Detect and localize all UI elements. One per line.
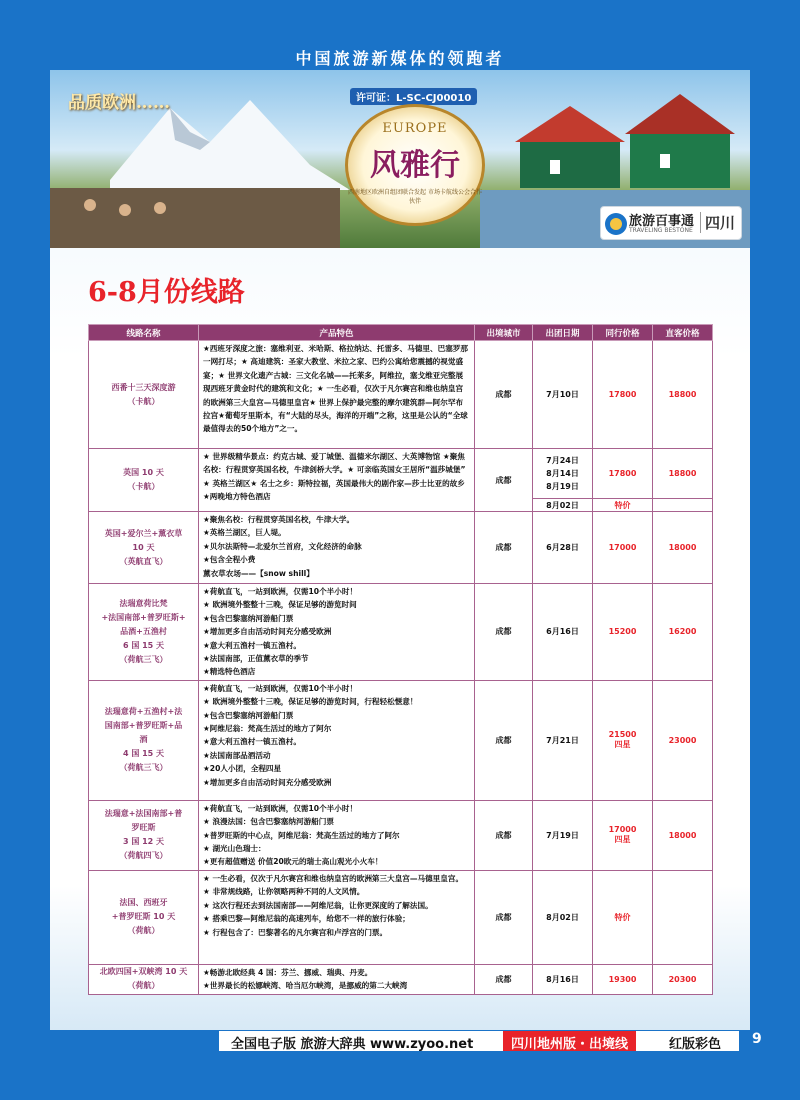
emblem-subtitle: 西南地区欧洲自组团联合发起 市场卡航线公会合作伙伴 — [348, 189, 482, 205]
route-name: 法国、西班牙 +普罗旺斯 10 天 （荷航） — [89, 870, 199, 964]
emblem-english: EUROPE — [382, 121, 448, 136]
column-header: 直客价格 — [653, 325, 713, 341]
table-row — [89, 512, 713, 584]
brand-logo — [600, 206, 742, 240]
departure-date: 6月28日 — [533, 512, 593, 584]
table-row — [89, 870, 713, 964]
departure-city: 成都 — [475, 449, 533, 512]
direct-price: 18000 — [653, 800, 713, 870]
route-name: 北欧四国+双峡湾 10 天 （荷航） — [89, 964, 199, 994]
direct-price: 20300 — [653, 964, 713, 994]
route-name: 西番十三天深度游 （卡航） — [89, 341, 199, 449]
banner — [50, 70, 750, 248]
trade-price: 17800 — [593, 341, 653, 449]
departure-city: 成都 — [475, 584, 533, 681]
brand-name: 旅游百事通 — [629, 214, 695, 229]
brand-logo-icon — [604, 212, 628, 236]
route-features: ★荷航直飞，一站到欧洲，仅需10个半小时！ ★ 欧洲境外整整十三晚，保证足够的游览时间，行程轻松惬意！ ★包含巴黎塞纳河游船门票 ★阿维尼翁：梵高生活过的地方了阿尔 ★意大利五渔村一镇五渔村。 ★法国南部品酒活动 ★20人小团，全程四星 ★增加更多自由活动时间充分感受欧洲 — [199, 680, 475, 800]
route-name: 英国 10 天 （卡航） — [89, 449, 199, 512]
license-badge: 许可证：L-SC-CJ00010 — [350, 88, 477, 105]
route-features: ★ 一生必看，仅次于凡尔赛宫和维也纳皇宫的欧洲第三大皇宫—马德里皇宫。 ★ 非常规线路，让你领略两种不同的人文风情。 ★ 这次行程还去到法国南部——阿维尼翁，让你更深度的了解法国。 ★ 搭乘巴黎—阿维尼翁的高速列车，给您不一样的旅行体验； ★ 行程包含了：巴黎著名的凡尔赛宫和卢浮宫的门票。 — [199, 870, 475, 964]
departure-city: 成都 — [475, 680, 533, 800]
route-name: 法瑞意+法国南部+普 罗旺斯 3 国 12 天 （荷航四飞） — [89, 800, 199, 870]
departure-dates: 7月24日 8月14日 8月19日 — [533, 449, 593, 499]
mountain-icon — [110, 100, 350, 190]
route-features: ★ 世界级精华景点：约克古城、爱丁城堡、温德米尔湖区、大英博物馆 ★聚焦名校：行程贯穿英国名校，牛津剑桥大学。★ 可亲临英国女王居所“温莎城堡” ★ 英格兰湖区★ 名士之乡：斯特拉福，英国最伟大的剧作家—莎士比亚的故乡★两晚地方特色酒店 — [199, 449, 475, 512]
page-number: 9 — [752, 1031, 762, 1047]
footer-bar — [218, 1030, 740, 1052]
departure-date: 8月16日 — [533, 964, 593, 994]
column-header: 出团日期 — [533, 325, 593, 341]
footer-color-note: 红版彩色 — [669, 1037, 722, 1052]
direct-price: 18800 — [653, 449, 713, 499]
trade-price: 21500 四星 — [593, 680, 653, 800]
trade-price-special: 特价 — [593, 499, 653, 512]
trade-price: 17800 — [593, 449, 653, 499]
brand-name-en: TRAVELING BESTONE — [629, 227, 693, 234]
route-features: ★畅游北欧经典 4 国：芬兰、挪威、瑞典、丹麦。 ★世界最长的松娜峡湾、哈当厄尔峡湾，是挪威的第二大峡湾 — [199, 964, 475, 994]
header-tagline: 中国旅游新媒体的领跑者 — [295, 49, 505, 68]
page-title: 6-8月份线路 — [88, 277, 245, 308]
departure-date: 7月10日 — [533, 341, 593, 449]
departure-date: 7月19日 — [533, 800, 593, 870]
brand-region: 四川 — [700, 212, 735, 233]
route-features: ★荷航直飞，一站到欧洲，仅需10个半小时！ ★ 欧洲境外整整十三晚，保证足够的游览时间 ★包含巴黎塞纳河游船门票 ★增加更多自由活动时间充分感受欧洲 ★意大利五渔村一镇五渔村。 ★法国南部，正值薰衣草的季节 ★精选特色酒店 — [199, 584, 475, 681]
banner-title: 品质欧洲…… — [68, 93, 170, 113]
route-features: ★荷航直飞，一站到欧洲，仅需10个半小时！ ★ 浪漫法国：包含巴黎塞纳河游船门票 ★普罗旺斯的中心点，阿维尼翁：梵高生活过的地方了阿尔 ★ 湖光山色瑞士： ★更有超值赠送 价值20欧元的瑞士高山观光小火车！ — [199, 800, 475, 870]
direct-price: 16200 — [653, 584, 713, 681]
trade-price: 17000 四星 — [593, 800, 653, 870]
direct-price: 18000 — [653, 512, 713, 584]
table-row — [89, 800, 713, 870]
route-name: 法瑞意荷+五渔村+法 国南部+普罗旺斯+品 酒 4 国 15 天 （荷航三飞） — [89, 680, 199, 800]
departure-city: 成都 — [475, 512, 533, 584]
route-name: 英国+爱尔兰+薰衣草 10 天 （英航直飞） — [89, 512, 199, 584]
table-row — [89, 449, 713, 499]
footer-edition-badge: 四川地州版・出境线 — [503, 1031, 636, 1051]
europe-emblem — [345, 104, 485, 226]
route-name: 法瑞意荷比梵 +法国南部+普罗旺斯+ 品酒+五渔村 6 国 15 天 （荷航三飞） — [89, 584, 199, 681]
emblem-chinese: 风雅行 — [370, 148, 460, 183]
route-features: ★聚焦名校：行程贯穿英国名校，牛津大学。 ★英格兰湖区，巨人堤。 ★贝尔法斯特—北爱尔兰首府，文化经济的命脉 ★包含全程小费 薰衣草农场——【snow shill】 — [199, 512, 475, 584]
table-row — [89, 341, 713, 449]
column-header: 出境城市 — [475, 325, 533, 341]
table-row — [89, 680, 713, 800]
table-row — [89, 584, 713, 681]
direct-price — [653, 499, 713, 512]
departure-city: 成都 — [475, 870, 533, 964]
departure-city: 成都 — [475, 341, 533, 449]
trade-price-special: 特价 — [593, 870, 653, 964]
departure-city: 成都 — [475, 800, 533, 870]
direct-price — [653, 870, 713, 964]
departure-city: 成都 — [475, 964, 533, 994]
routes-table — [88, 324, 713, 995]
column-header: 同行价格 — [593, 325, 653, 341]
departure-date: 8月02日 — [533, 870, 593, 964]
route-features: ★西班牙深度之旅：塞维利亚、米哈斯、格拉纳达、托雷多、马德里、巴塞罗那一网打尽；★ 高迪建筑：圣家大教堂、米拉之家、巴约公寓给您震撼的视觉盛宴；★ 世界文化遗产古城：三文化名城——托莱多，阿维拉，塞戈维亚完整展现西班牙黄金时代的建筑和文化；★ 一生必看，仅次于凡尔赛宫和维也纳皇宫的欧洲第三大皇宫—马德里皇宫★ 世界上保护最完整的摩尔建筑群—阿尔罕布拉宫★葡萄牙里斯本，有“大陆的尽头，海洋的开端”之称，这里是公认的“全球最值得去的50个地方”之一。 — [199, 341, 475, 449]
departure-date: 7月21日 — [533, 680, 593, 800]
table-row — [89, 964, 713, 994]
direct-price: 18800 — [653, 341, 713, 449]
column-header: 线路名称 — [89, 325, 199, 341]
direct-price: 23000 — [653, 680, 713, 800]
footer-site: 全国电子版 旅游大辞典 www.zyoo.net — [231, 1037, 474, 1052]
trade-price: 15200 — [593, 584, 653, 681]
table-header-row — [89, 325, 713, 341]
column-header: 产品特色 — [199, 325, 475, 341]
departure-date: 6月16日 — [533, 584, 593, 681]
trade-price: 19300 — [593, 964, 653, 994]
trade-price: 17000 — [593, 512, 653, 584]
departure-date: 8月02日 — [533, 499, 593, 512]
